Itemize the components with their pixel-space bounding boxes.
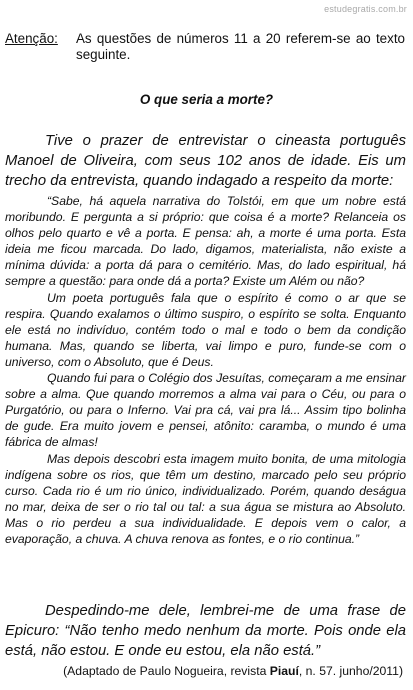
source-citation — [0, 664, 403, 678]
source-suffix: , n. 57. junho/2011) — [298, 664, 403, 678]
quote-paragraph: Mas depois descobri esta imagem muito bonita, de uma mitologia indígena sobre os rios, que têm um destino, marcado pelo seu próprio curso. Cada rio é um rio único, individualizado. Porém, quando deságua no mar, deixa de ser o rio tal ou tal: a sua água se mistura ao Absoluto. Mas o rio perdeu a sua individualidade. E depois vem o calor, a evaporação, a chuva. A chuva renova as fontes, e o rio continua.” — [5, 451, 406, 546]
source-prefix: (Adaptado de Paulo Nogueira, revista — [63, 664, 270, 678]
article-title: O que seria a morte? — [139, 92, 274, 107]
intro-paragraph: Tive o prazer de entrevistar o cineasta português Manoel de Oliveira, com seus 102 anos de idade. Eis um trecho da entrevista, quando indagado a respeito da morte: — [5, 133, 406, 189]
quote-paragraph: Um poeta português fala que o espírito é como o ar que se respira. Quando exalamos o último suspiro, o espírito se solta. Enquanto ele está no indivíduo, contém todo o mal e todo o bem da condição humana. Mas, quando se liberta, vai limpo e puro, funde-se com o universo, com o Absoluto, que é Deus. — [5, 290, 406, 369]
instruction-text: As questões de números 11 a 20 referem-se ao texto seguinte. — [76, 31, 405, 62]
instruction-label: Atenção: — [5, 31, 58, 46]
quote-paragraph: “Sabe, há aquela narrativa do Tolstói, em que um nobre está moribundo. E pergunta a si próprio: que coisa é a morte? Relanceia os olhos pelo quarto e vê a porta. E pensa: ah, a morte é uma porta. Esta ideia me ficou marcada. Do lado, digamos, materialista, não existe a mínima dúvida: a porta dá para o cemitério. Mas, do lado espiritual, há sempre a questão: para onde dá a porta? Existe um Além ou não? — [5, 194, 406, 289]
closing-paragraph: Despedindo-me dele, lembrei-me de uma frase de Epicuro: “Não tenho medo nenhum da morte. Pois onde ela está, não estou. E onde eu estou, ela não está.” — [5, 603, 406, 659]
instruction-block — [5, 31, 405, 63]
source-magazine: Piauí — [269, 664, 299, 678]
interview-quote — [5, 193, 406, 547]
quote-paragraph: Quando fui para o Colégio dos Jesuítas, começaram a me ensinar sobre a alma. Que quando morremos a alma vai para o Céu, ou para o Purgatório, ou para o Inferno. Vai pra cá, vai pra lá... Assim tipo bolinha de gude. Era muito jovem e pensei, atônito: caramba, o mundo é uma fábrica de almas! — [5, 371, 406, 450]
site-watermark: estudegratis.com.br — [324, 4, 407, 14]
